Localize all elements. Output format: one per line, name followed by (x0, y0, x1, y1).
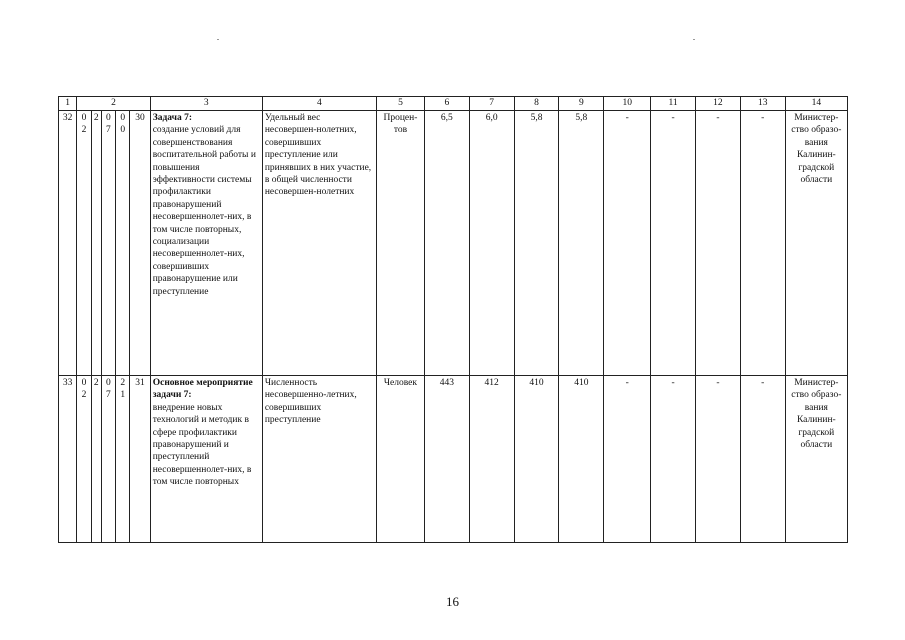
row-number: 32 (59, 111, 77, 376)
value-cell: - (740, 376, 785, 543)
header-cell: 8 (514, 97, 559, 111)
value-cell: 412 (469, 376, 514, 543)
value-cell: 5,8 (559, 111, 604, 376)
header-cell: 7 (469, 97, 514, 111)
header-cell: 2 (77, 97, 150, 111)
scan-speck (693, 39, 695, 40)
program-table (58, 96, 848, 543)
header-cell: 1 (59, 97, 77, 111)
value-cell: 410 (514, 376, 559, 543)
value-cell: - (604, 111, 651, 376)
value-cell: 410 (559, 376, 604, 543)
unit-cell: Человек (377, 376, 425, 543)
task-name-cell (150, 111, 262, 376)
code-cell: 21 (116, 376, 130, 543)
header-cell: 6 (424, 97, 469, 111)
value-cell: - (740, 111, 785, 376)
code-cell: 07 (101, 376, 115, 543)
code-cell: 07 (101, 111, 115, 376)
value-cell: - (604, 376, 651, 543)
task-name-cell (150, 376, 262, 543)
code-cell: 02 (77, 111, 91, 376)
scan-speck (217, 39, 219, 40)
header-cell: 12 (696, 97, 741, 111)
header-cell: 4 (262, 97, 376, 111)
header-cell: 3 (150, 97, 262, 111)
table-header-row (59, 97, 848, 111)
table-row (59, 111, 848, 376)
header-cell: 13 (740, 97, 785, 111)
value-cell: - (651, 376, 696, 543)
value-cell: - (651, 111, 696, 376)
header-cell: 9 (559, 97, 604, 111)
indicator-cell: Удельный вес несовершен-нолетних, совершивших преступление или принявших в них участие, в общей численности несовершен-нолетних (262, 111, 376, 376)
code-cell: 2 (91, 376, 101, 543)
task-description: внедрение новых технологий и методик в сфере профилактики правонарушений и преступлений несовершеннолет-них, в том числе повторных (152, 402, 252, 488)
code-cell: 30 (130, 111, 150, 376)
value-cell: - (696, 111, 741, 376)
executor-cell: Министер-ство образо-вания Калинин-градской области (785, 111, 847, 376)
code-cell: 00 (116, 111, 130, 376)
executor-cell: Министер-ство образо-вания Калинин-градской области (785, 376, 847, 543)
table-row (59, 376, 848, 543)
value-cell: - (696, 376, 741, 543)
header-cell: 10 (604, 97, 651, 111)
header-cell: 14 (785, 97, 847, 111)
code-cell: 2 (91, 111, 101, 376)
value-cell: 443 (424, 376, 469, 543)
task-title: Основное мероприятие задачи 7: (152, 378, 253, 401)
page-number: 16 (446, 594, 459, 609)
indicator-cell: Численность несовершенно-летних, совершивших преступление (262, 376, 376, 543)
code-cell: 02 (77, 376, 91, 543)
value-cell: 6,0 (469, 111, 514, 376)
task-title: Задача 7: (152, 113, 193, 123)
value-cell: 6,5 (424, 111, 469, 376)
unit-cell: Процен-тов (377, 111, 425, 376)
header-cell: 5 (377, 97, 425, 111)
code-cell: 31 (130, 376, 150, 543)
task-description: создание условий для совершенствования воспитательной работы и повышения эффективности системы профилактики правонарушений несовершеннолет-них, в том числе повторных, социализации несовершеннолет-них, совершивших правонарушение или преступление (152, 125, 256, 297)
value-cell: 5,8 (514, 111, 559, 376)
row-number: 33 (59, 376, 77, 543)
header-cell: 11 (651, 97, 696, 111)
